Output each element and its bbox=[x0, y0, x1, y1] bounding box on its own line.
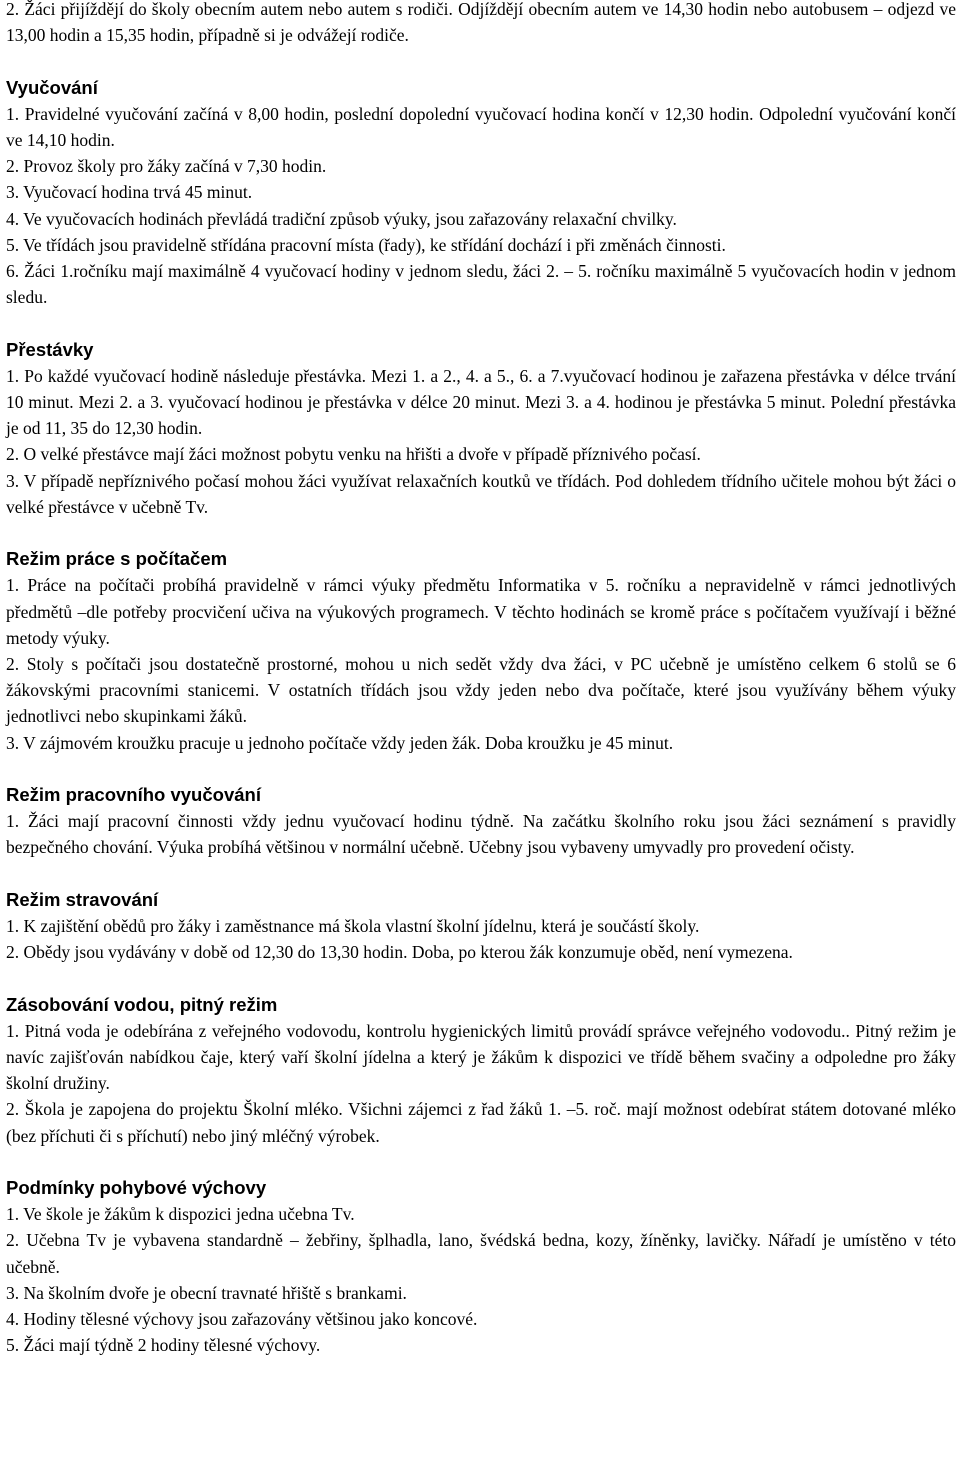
section-heading: Režim pracovního vyučování bbox=[6, 784, 261, 806]
paragraph: 3. Vyučovací hodina trvá 45 minut. bbox=[6, 182, 253, 203]
section-podminky-pohybove-vychovy bbox=[6, 1175, 956, 1358]
intro-paragraph: 2. Žáci přijíždějí do školy obecním autem nebo autem s rodiči. Odjíždějí obecním autem ve 14,30 hodin nebo autobusem – odjezd ve 13,00 hodin a 15,35 hodin, případně si je odvážejí rodiče. bbox=[6, 0, 956, 46]
paragraph: 3. Na školním dvoře je obecní travnaté hřiště s brankami. bbox=[6, 1282, 407, 1303]
paragraph: 2. Stoly s počítači jsou dostatečně prostorné, mohou u nich sedět vždy dva žáci, v PC učebně je umístěno celkem 6 stolů se 6 žákovskými pracovními stanicemi. V ostatních třídách jsou vždy jeden nebo dva počítače, které jsou využívány během výuky jednotlivci nebo skupinkami žáků. bbox=[6, 654, 956, 727]
paragraph: 3. V zájmovém kroužku pracuje u jednoho počítače vždy jeden žák. Doba kroužku je 45 minut. bbox=[6, 732, 674, 753]
section-heading: Vyučování bbox=[6, 76, 98, 98]
paragraph: 1. Pravidelné vyučování začíná v 8,00 hodin, poslední dopolední vyučovací hodina končí v 12,30 hodin. Odpolední vyučování končí ve 14,10 hodin. bbox=[6, 103, 956, 150]
paragraph: 2. Škola je zapojena do projektu Školní mléko. Všichni zájemci z řad žáků 1. –5. roč. mají možnost odebírat státem dotované mléko (bez příchuti či s příchutí) nebo jiný mléčný výrobek. bbox=[6, 1099, 956, 1146]
section-rezim-pracovniho-vyucovani bbox=[6, 782, 956, 861]
paragraph: 5. Žáci mají týdně 2 hodiny tělesné výchovy. bbox=[6, 1335, 321, 1356]
section-heading: Režim práce s počítačem bbox=[6, 548, 228, 570]
spacer bbox=[6, 756, 956, 782]
section-rezim-prace-s-pocitacem bbox=[6, 546, 956, 756]
spacer bbox=[6, 1149, 956, 1175]
paragraph: 4. Hodiny tělesné výchovy jsou zařazovány většinou jako koncové. bbox=[6, 1309, 478, 1330]
spacer bbox=[6, 48, 956, 74]
paragraph: 1. K zajištění obědů pro žáky i zaměstnance má škola vlastní školní jídelnu, která je součástí školy. bbox=[6, 916, 700, 937]
paragraph: 2. Provoz školy pro žáky začíná v 7,30 hodin. bbox=[6, 156, 327, 177]
document-page bbox=[6, 0, 956, 1358]
spacer bbox=[6, 965, 956, 991]
paragraph: 2. O velké přestávce mají žáci možnost pobytu venku na hřišti a dvoře v případě příznivého počasí. bbox=[6, 444, 701, 465]
section-heading: Přestávky bbox=[6, 338, 94, 360]
paragraph: 2. Učebna Tv je vybavena standardně – žebřiny, šplhadla, lano, švédská bedna, kozy, žíněnky, lavičky. Nářadí je umístěno v této učebně. bbox=[6, 1230, 956, 1277]
paragraph: 1. Po každé vyučovací hodině následuje přestávka. Mezi 1. a 2., 4. a 5., 6. a 7.vyučovací hodinou je zařazena přestávka v délce trvání 10 minut. Mezi 2. a 3. vyučovací hodinou je přestávka v délce 20 minut. Mezi 3. a 4. hodinou je přestávka 5 minut. Polední přestávka je od 11, 35 do 12,30 hodin. bbox=[6, 365, 956, 439]
paragraph: 6. Žáci 1.ročníku mají maximálně 4 vyučovací hodiny v jednom sledu, žáci 2. – 5. ročníku maximálně 5 vyučovacích hodin v jednom sledu. bbox=[6, 261, 956, 308]
section-zasobovani-vodou bbox=[6, 992, 956, 1149]
paragraph: 4. Ve vyučovacích hodinách převládá tradiční způsob výuky, jsou zařazovány relaxační chvilky. bbox=[6, 208, 677, 229]
paragraph: 1. Žáci mají pracovní činnosti vždy jednu vyučovací hodinu týdně. Na začátku školního roku jsou žáci seznámení s pravidly bezpečného chování. Výuka probíhá většinou v normální učebně. Učebny jsou vybaveny umyvadly pro provedení očisty. bbox=[6, 811, 956, 858]
paragraph: 1. Práce na počítači probíhá pravidelně v rámci výuky předmětu Informatika v 5. ročníku a nepravidelně v rámci jednotlivých předmětů –dle potřeby procvičení učiva na výukových programech. V těchto hodinách se kromě práce s počítačem využívají i běžné metody výuky. bbox=[6, 575, 956, 648]
paragraph: 1. Pitná voda je odebírána z veřejného vodovodu, kontrolu hygienických limitů provádí správce veřejného vodovodu.. Pitný režim je navíc zajišťován nabídkou čaje, který vaří školní jídelna a který je žákům k dispozici ve třídě během svačiny a odpoledne pro žáky školní družiny. bbox=[6, 1020, 956, 1094]
paragraph: 1. Ve škole je žákům k dispozici jedna učebna Tv. bbox=[6, 1204, 355, 1225]
section-heading: Podmínky pohybové výchovy bbox=[6, 1177, 267, 1199]
spacer bbox=[6, 520, 956, 546]
paragraph: 5. Ve třídách jsou pravidelně střídána pracovní místa (řady), ke střídání dochází i při změnách činnosti. bbox=[6, 234, 726, 255]
spacer bbox=[6, 861, 956, 887]
section-heading: Režim stravování bbox=[6, 888, 159, 910]
section-heading: Zásobování vodou, pitný režim bbox=[6, 993, 278, 1015]
paragraph: 3. V případě nepříznivého počasí mohou žáci využívat relaxačních koutků ve třídách. Pod dohledem třídního učitele mohou být žáci o velké přestávce v učebně Tv. bbox=[6, 470, 956, 517]
section-vyucovani bbox=[6, 75, 956, 311]
paragraph: 2. Obědy jsou vydávány v době od 12,30 do 13,30 hodin. Doba, po kterou žák konzumuje oběd, není vymezena. bbox=[6, 942, 793, 963]
section-prestavky bbox=[6, 337, 956, 520]
section-rezim-stravovani bbox=[6, 887, 956, 966]
spacer bbox=[6, 310, 956, 336]
